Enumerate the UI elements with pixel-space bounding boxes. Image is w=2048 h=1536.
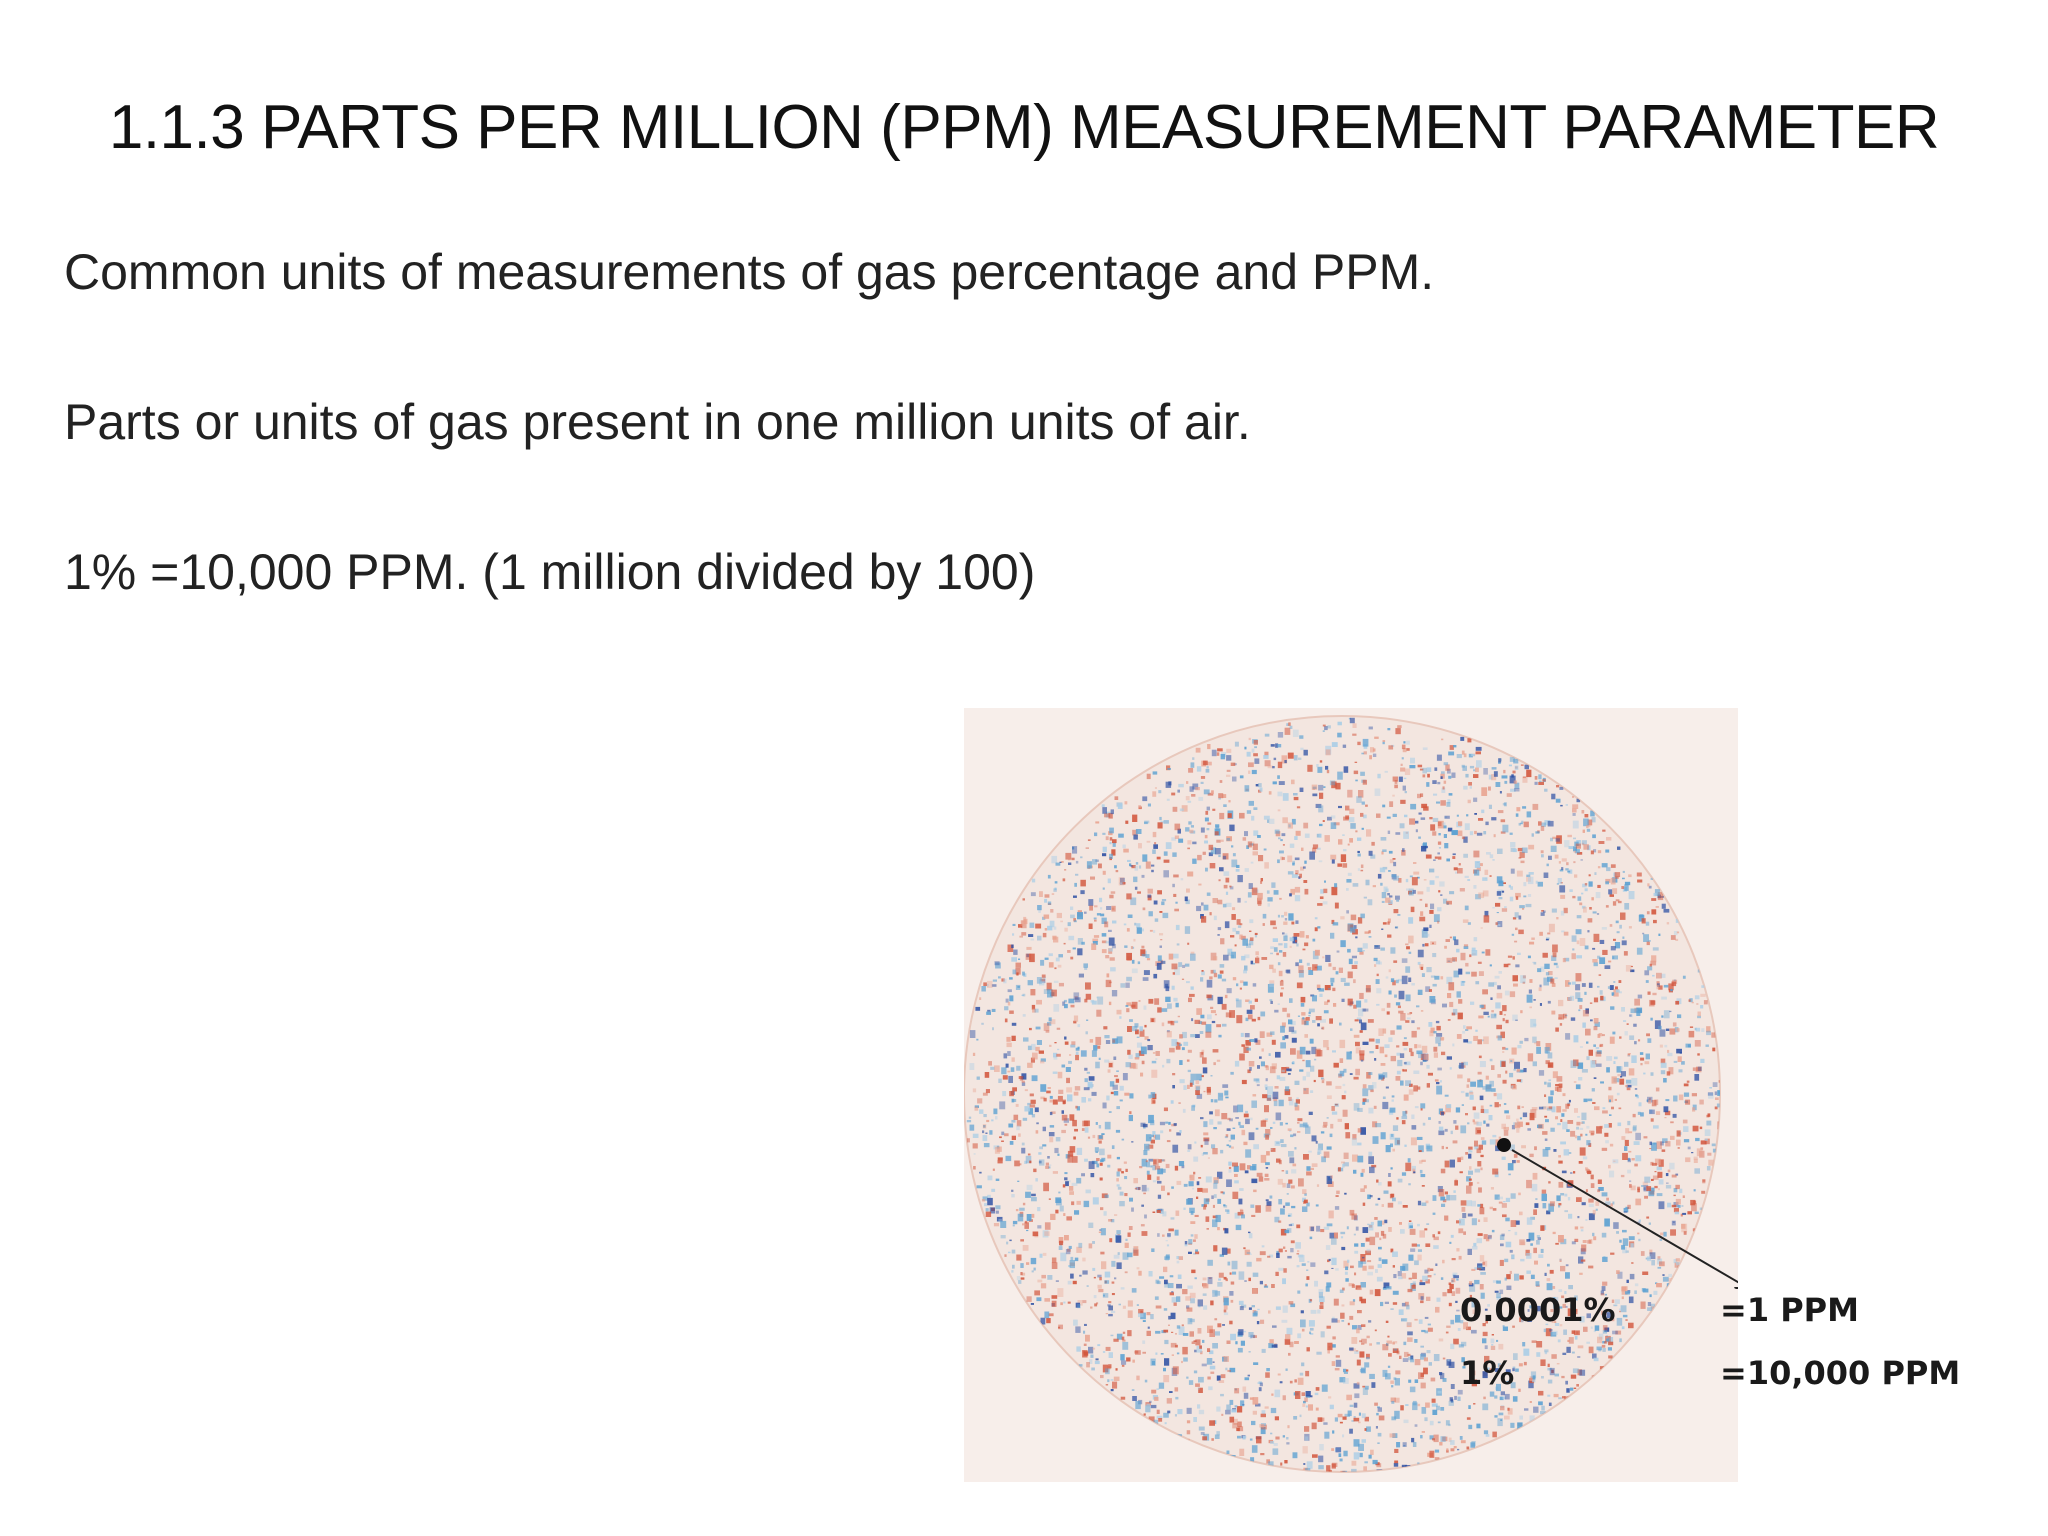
- slide-title: 1.1.3 PARTS PER MILLION (PPM) MEASUREMENT PARAMETER: [108, 93, 1940, 162]
- bullet-parts-definition: Parts or units of gas present in one million units of air.: [64, 394, 1251, 450]
- bullet-percent-conversion: 1% =10,000 PPM. (1 million divided by 100): [64, 544, 1036, 600]
- label-0-0001-percent: 0.0001%: [1460, 1291, 1616, 1329]
- bullet-common-units: Common units of measurements of gas percentage and PPM.: [64, 244, 1435, 300]
- label-1-percent: 1%: [1460, 1354, 1515, 1392]
- label-10000-ppm: =10,000 PPM: [1720, 1354, 1961, 1392]
- ppm-illustration: [964, 708, 1961, 1482]
- label-1-ppm: =1 PPM: [1720, 1291, 1859, 1329]
- particle-circle-graphic: [964, 708, 1738, 1482]
- single-particle-dot: [1497, 1138, 1511, 1152]
